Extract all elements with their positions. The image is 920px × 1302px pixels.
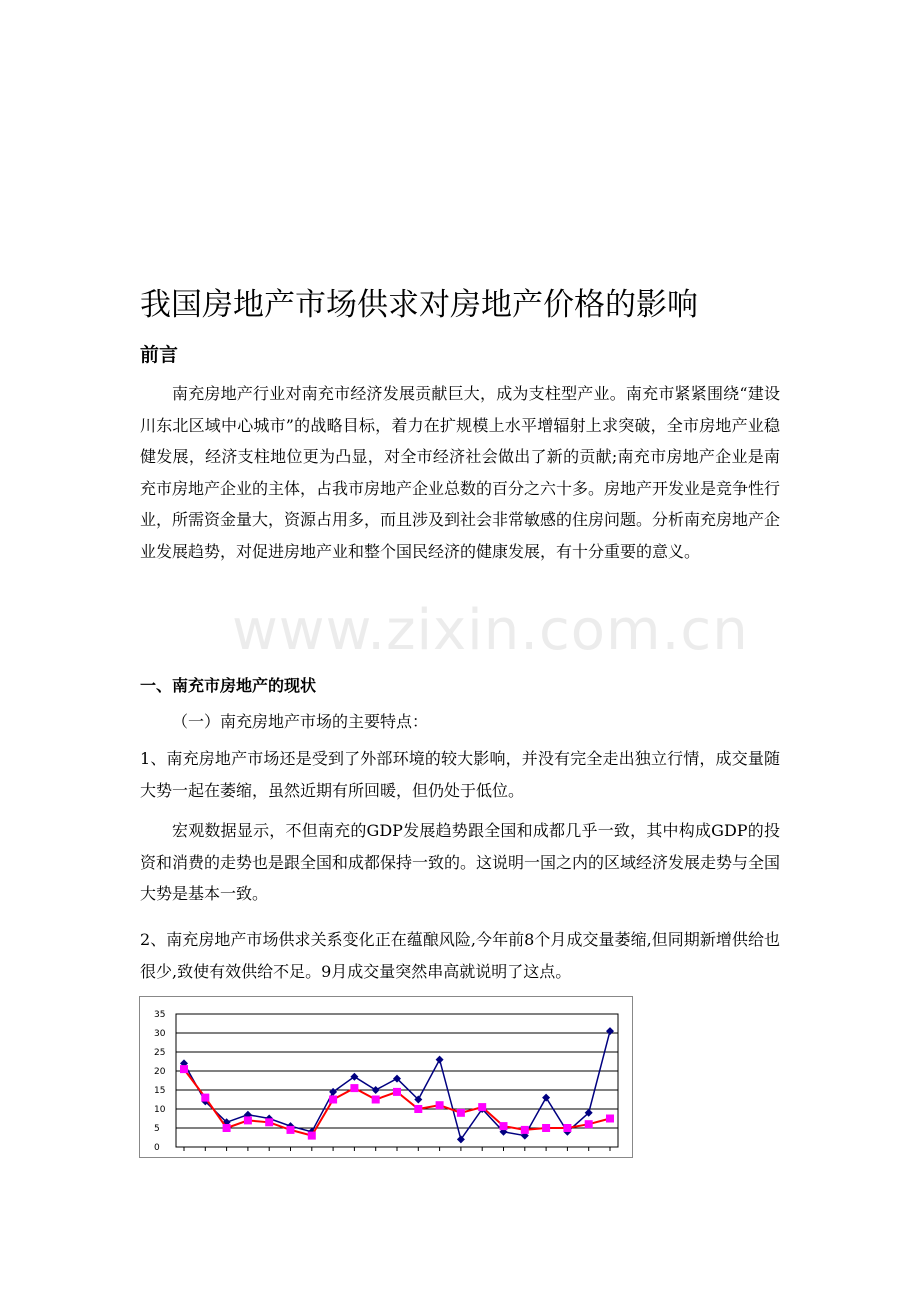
y-tick-label: 30 <box>154 1029 166 1039</box>
y-tick-label: 25 <box>154 1048 166 1058</box>
data-point <box>372 1086 380 1094</box>
y-tick-label: 5 <box>154 1124 160 1134</box>
data-point <box>585 1120 593 1128</box>
data-point <box>521 1126 529 1134</box>
data-point <box>372 1096 380 1104</box>
data-point <box>265 1118 273 1126</box>
data-point <box>542 1094 550 1102</box>
document-title: 我国房地产市场供求对房地产价格的影响 <box>140 287 698 323</box>
data-point <box>393 1088 401 1096</box>
section1-heading: 一、南充市房地产的现状 <box>140 676 317 695</box>
line-chart <box>139 996 633 1158</box>
data-point <box>563 1124 571 1132</box>
data-point <box>201 1094 209 1102</box>
data-point <box>478 1103 486 1111</box>
point2-paragraph: 2、南充房地产市场供求关系变化正在蕴酿风险,今年前8个月成交量萎缩,但同期新增供给也很少,致使有效供给不足。9月成交量突然串高就说明了这点。 <box>140 930 780 981</box>
preface-heading: 前言 <box>140 344 179 366</box>
data-point <box>350 1084 358 1092</box>
data-point <box>606 1115 614 1123</box>
point1-paragraph: 1、南充房地产市场还是受到了外部环境的较大影响，并没有完全走出独立行情，成交量随大势一起在萎缩，虽然近期有所回暖，但仍处于低位。 <box>140 749 780 800</box>
data-point <box>180 1065 188 1073</box>
data-point <box>606 1027 614 1035</box>
data-point <box>414 1105 422 1113</box>
y-tick-label: 20 <box>154 1067 166 1077</box>
data-point <box>436 1101 444 1109</box>
data-point <box>287 1126 295 1134</box>
y-tick-label: 35 <box>154 1010 166 1020</box>
data-point <box>457 1109 465 1117</box>
chart-canvas <box>140 997 632 1157</box>
y-tick-label: 0 <box>154 1143 160 1153</box>
data-point <box>542 1124 550 1132</box>
subsection1-heading: （一）南充房地产市场的主要特点： <box>172 712 429 731</box>
y-tick-label: 10 <box>154 1105 166 1115</box>
data-point <box>500 1122 508 1130</box>
data-point <box>436 1056 444 1064</box>
macro-paragraph: 宏观数据显示，不但南充的GDP发展趋势跟全国和成都几乎一致，其中构成GDP的投资和消费的走势也是跟全国和成都保持一致的。这说明一国之内的区域经济发展走势与全国大势是基本一致。 <box>140 821 781 903</box>
data-point <box>308 1132 316 1140</box>
y-tick-label: 15 <box>154 1086 166 1096</box>
preface-paragraph: 南充房地产行业对南充市经济发展贡献巨大，成为支柱型产业。南充市紧紧围绕“建设川东北区域中心城市”的战略目标，着力在扩规模上水平增辐射上求突破，全市房地产业稳健发展，经济支柱地位更为凸显，对全市经济社会做出了新的贡献;南充市房地产企业是南充市房地产企业的主体，占我市房地产企业总数的百分之六十多。房地产开发业是竞争性行业，所需资金量大，资源占用多，而且涉及到社会非常敏感的住房问题。分析南充房地产企业发展趋势，对促进房地产业和整个国民经济的健康发展，有十分重要的意义。 <box>140 384 781 561</box>
watermark-text: www.zixin.com.cn <box>232 598 749 663</box>
data-point <box>223 1124 231 1132</box>
data-point <box>329 1096 337 1104</box>
data-point <box>244 1116 252 1124</box>
